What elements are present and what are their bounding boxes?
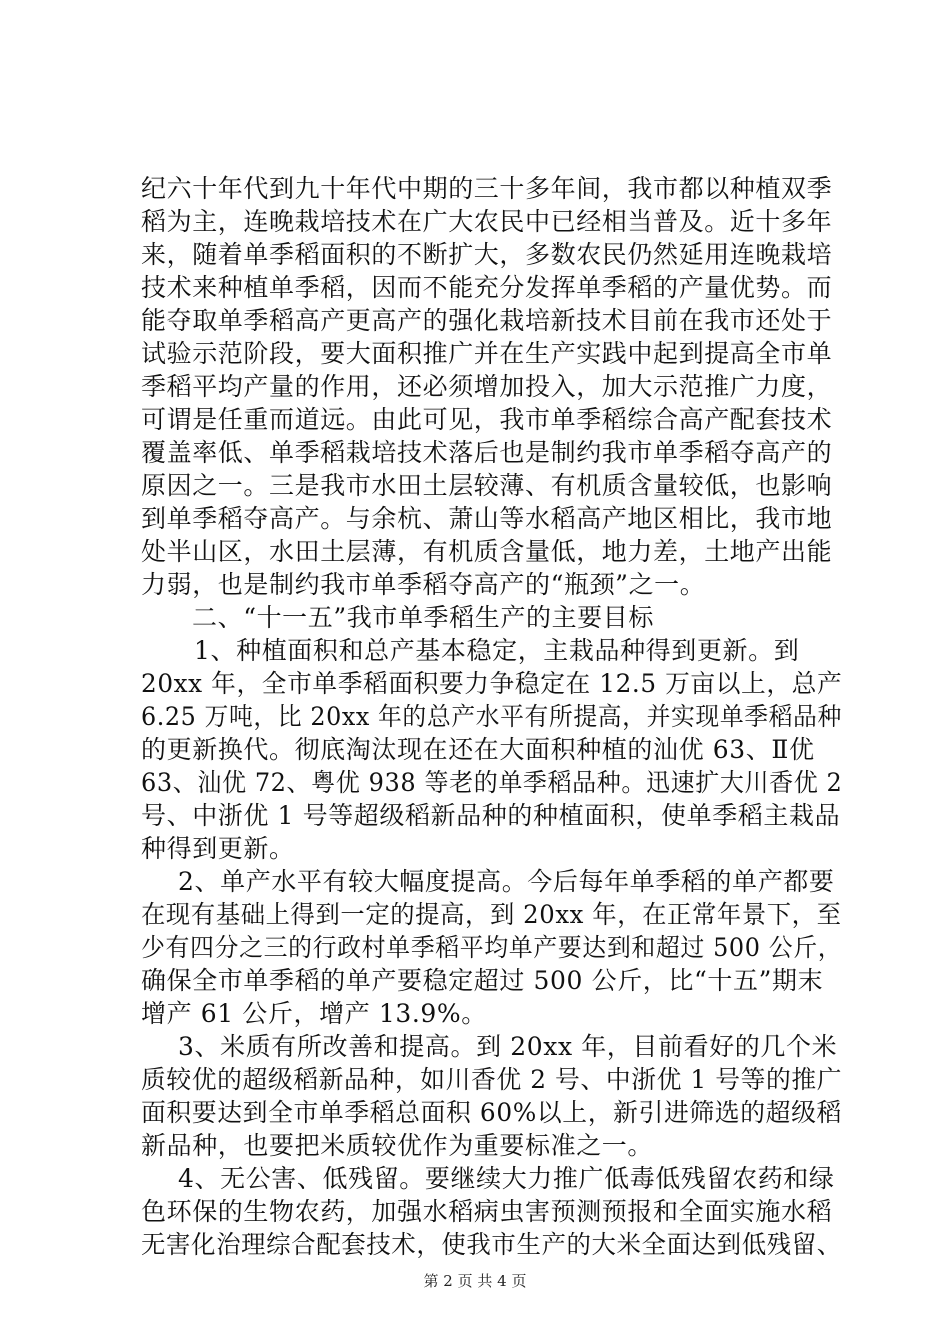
text-line: 季稻平均产量的作用，还必须增加投入，加大示范推广力度，	[141, 372, 833, 401]
text-line: 力弱，也是制约我市单季稻夺高产的“瓶颈”之一。	[141, 570, 706, 599]
text-line: 到单季稻夺高产。与余杭、萧山等水稻高产地区相比，我市地	[141, 504, 833, 533]
text-line: 6.25 万吨，比 20xx 年的总产水平有所提高，并实现单季稻品种	[141, 702, 842, 731]
section-heading: 二、“十一五”我市单季稻生产的主要目标	[192, 603, 654, 632]
text-line: 63、汕优 72、粤优 938 等老的单季稻品种。迅速扩大川香优 2	[141, 768, 843, 797]
text-line: 处半山区，水田土层薄，有机质含量低，地力差，土地产出能	[141, 537, 833, 566]
text-line: 在现有基础上得到一定的提高，到 20xx 年，在正常年景下，至	[141, 900, 842, 929]
text-line: 面积要达到全市单季稻总面积 60%以上，新引进筛选的超级稻	[141, 1098, 842, 1127]
text-line: 可谓是任重而道远。由此可见，我市单季稻综合高产配套技术	[141, 405, 833, 434]
text-line: 试验示范阶段，要大面积推广并在生产实践中起到提高全市单	[141, 339, 833, 368]
text-line: 种得到更新。	[141, 834, 295, 863]
text-line: 新品种，也要把米质较优作为重要标准之一。	[141, 1131, 654, 1160]
text-line: 4、无公害、低残留。要继续大力推广低毒低残留农药和绿	[178, 1164, 835, 1193]
page-number-footer: 第 2 页 共 4 页	[423, 1272, 527, 1290]
text-line: 纪六十年代到九十年代中期的三十多年间，我市都以种植双季	[141, 174, 833, 203]
text-line: 少有四分之三的行政村单季稻平均单产要达到和超过 500 公斤，	[141, 933, 843, 962]
text-line: 确保全市单季稻的单产要稳定超过 500 公斤，比“十五”期末	[141, 966, 824, 995]
text-line: 覆盖率低、单季稻栽培技术落后也是制约我市单季稻夺高产的	[141, 438, 833, 467]
text-line: 3、米质有所改善和提高。到 20xx 年，目前看好的几个米	[178, 1032, 838, 1061]
text-line: 能夺取单季稻高产更高产的强化栽培新技术目前在我市还处于	[141, 306, 833, 335]
text-line: 色环保的生物农药，加强水稻病虫害预测预报和全面实施水稻	[141, 1197, 833, 1226]
text-line: 20xx 年，全市单季稻面积要力争稳定在 12.5 万亩以上，总产	[141, 669, 843, 698]
text-line: 来，随着单季稻面积的不断扩大，多数农民仍然延用连晚栽培	[141, 240, 833, 269]
text-line: 无害化治理综合配套技术，使我市生产的大米全面达到低残留、	[141, 1230, 842, 1259]
text-line: 技术来种植单季稻，因而不能充分发挥单季稻的产量优势。而	[141, 273, 833, 302]
text-line: 原因之一。三是我市水田土层较薄、有机质含量较低，也影响	[141, 471, 833, 500]
text-line: 增产 61 公斤，增产 13.9%。	[141, 999, 487, 1028]
text-line: 号、中浙优 1 号等超级稻新品种的种植面积，使单季稻主栽品	[141, 801, 841, 830]
text-line: 稻为主，连晚栽培技术在广大农民中已经相当普及。近十多年	[141, 207, 833, 236]
text-line: 2、单产水平有较大幅度提高。今后每年单季稻的单产都要	[178, 867, 835, 896]
text-line: 的更新换代。彻底淘汰现在还在大面积种植的汕优 63、Ⅱ优	[141, 735, 815, 764]
text-line: 质较优的超级稻新品种，如川香优 2 号、中浙优 1 号等的推广	[141, 1065, 843, 1094]
text-line: 1、种植面积和总产基本稳定，主栽品种得到更新。到	[194, 636, 800, 665]
